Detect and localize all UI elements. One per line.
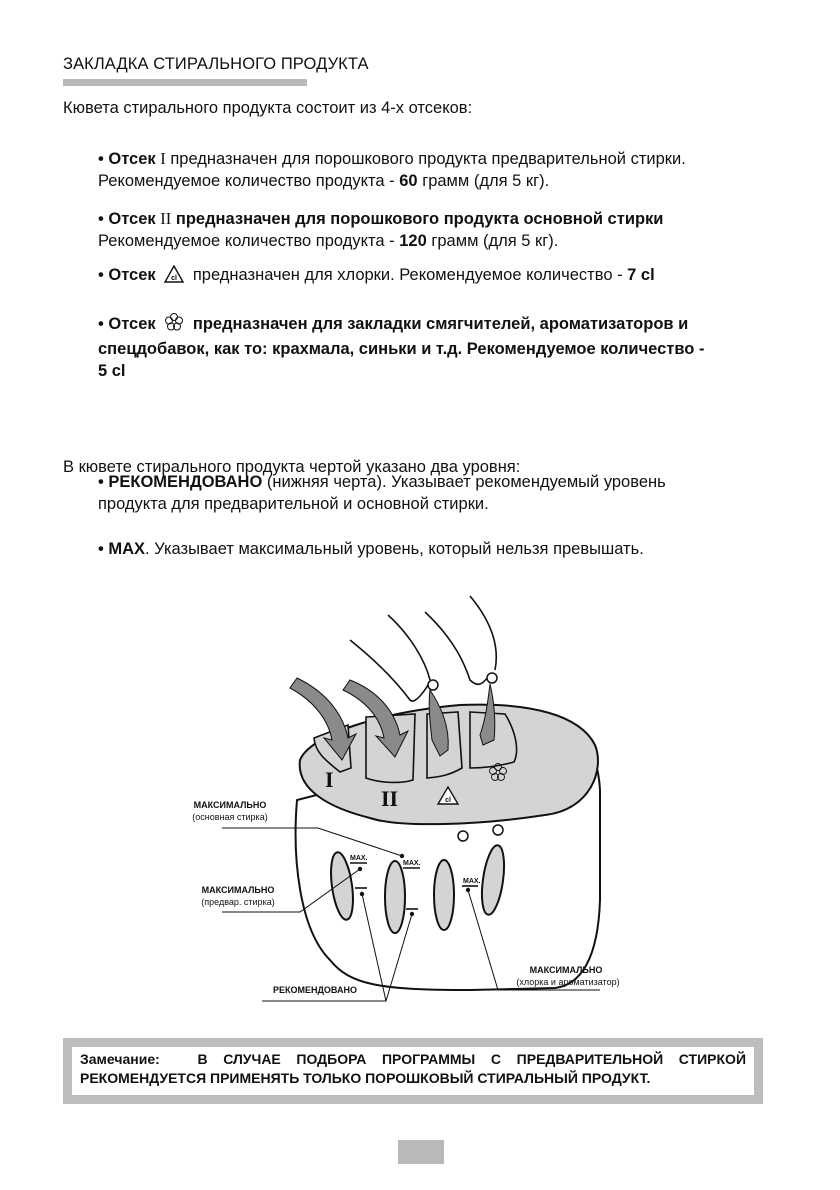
- compartment-softener-amount: 5 cl: [98, 362, 126, 380]
- compartment-1-amount: 60: [399, 172, 418, 190]
- note-content: [72, 1047, 754, 1095]
- compartment-2-amount-prefix: Рекомендуемое количество продукта -: [98, 232, 395, 250]
- compartment-softener-desc-2: спецдобавок, как то: крахмала, синьки и т.д. Рекомендуемое количество -: [98, 340, 705, 358]
- callout-max-main-title: МАКСИМАЛЬНО: [193, 800, 267, 810]
- callout-max-pre-title: МАКСИМАЛЬНО: [201, 885, 275, 895]
- level-max-term: • MAX: [98, 540, 146, 558]
- compartment-softener-prefix: • Отсек: [98, 315, 156, 333]
- compartment-chlorine-amount: 7 cl: [627, 266, 655, 284]
- compartment-2-amount-suffix: грамм (для 5 кг).: [431, 232, 559, 250]
- level-recommended-item: [98, 471, 798, 515]
- compartment-1-item: [98, 148, 798, 192]
- note-text: В СЛУЧАЕ ПОДБОРА ПРОГРАММЫ С ПРЕДВАРИТЕЛЬНОЙ СТИРКОЙ РЕКОМЕНДУЕТСЯ ПРИМЕНЯТЬ ТОЛЬКО ПОРОШКОВЫЙ СТИРАЛЬНЫЙ ПРОДУКТ.: [80, 1051, 747, 1086]
- compartment-1-desc: предназначен для порошкового продукта предварительной стирки.: [170, 150, 686, 168]
- chlorine-triangle-icon: [164, 265, 184, 289]
- detergent-drawer-diagram: [150, 585, 670, 1005]
- note-label: Замечание:: [80, 1051, 160, 1067]
- callout-max-main-sub: (основная стирка): [192, 812, 268, 822]
- compartment-1-prefix: • Отсек: [98, 150, 156, 168]
- note-box: [63, 1038, 763, 1104]
- diagram-label-cl: cl: [445, 797, 451, 804]
- compartment-softener-desc-1: предназначен для закладки смягчителей, ароматизаторов и: [192, 315, 689, 333]
- level-recommended-desc-1: (нижняя черта). Указывает рекомендуемый уровень: [266, 473, 666, 491]
- levels-intro-text: В кювете стирального продукта чертой указано два уровня:: [63, 458, 521, 476]
- level-recommended-term: • РЕКОМЕНДОВАНО: [98, 473, 263, 491]
- svg-text:MAX.: MAX.: [403, 860, 421, 867]
- callout-max-pre-sub: (предвар. стирка): [201, 897, 275, 907]
- callout-max-soft-title: МАКСИМАЛЬНО: [529, 965, 603, 975]
- compartment-chlorine-item: [98, 264, 798, 289]
- compartment-2-item: [98, 208, 798, 252]
- level-max-item: [98, 538, 798, 560]
- compartment-1-symbol: I: [160, 149, 166, 168]
- level-max-desc: . Указывает максимальный уровень, который нельзя превышать.: [145, 540, 644, 558]
- diagram-label-II: II: [381, 786, 399, 811]
- section-heading: ЗАКЛАДКА СТИРАЛЬНОГО ПРОДУКТА: [63, 55, 369, 73]
- svg-text:MAX.: MAX.: [350, 855, 368, 862]
- level-recommended-desc-2: продукта для предварительной и основной стирки.: [98, 495, 489, 513]
- callout-max-soft-sub: (хлорка и ароматизатор): [516, 977, 620, 987]
- svg-text:MAX.: MAX.: [463, 878, 481, 885]
- flower-softener-icon: [164, 312, 184, 338]
- compartment-2-desc: предназначен для порошкового продукта основной стирки: [175, 210, 664, 228]
- compartment-2-prefix: • Отсек: [98, 210, 156, 228]
- compartment-2-symbol: II: [160, 209, 172, 228]
- compartment-softener-item: [98, 312, 798, 382]
- compartment-1-amount-suffix: грамм (для 5 кг).: [422, 172, 550, 190]
- intro-text: Кювета стирального продукта состоит из 4-х отсеков:: [63, 99, 473, 117]
- compartment-chlorine-prefix: • Отсек: [98, 266, 156, 284]
- diagram-label-I: I: [325, 767, 334, 792]
- compartment-chlorine-desc: предназначен для хлорки. Рекомендуемое количество -: [192, 266, 623, 284]
- page-number-box: [398, 1140, 444, 1164]
- heading-underline-bar: [63, 79, 307, 86]
- callout-recommended: РЕКОМЕНДОВАНО: [273, 985, 357, 995]
- svg-text:cl: cl: [171, 275, 178, 282]
- compartment-1-amount-prefix: Рекомендуемое количество продукта -: [98, 172, 395, 190]
- compartment-2-amount: 120: [399, 232, 427, 250]
